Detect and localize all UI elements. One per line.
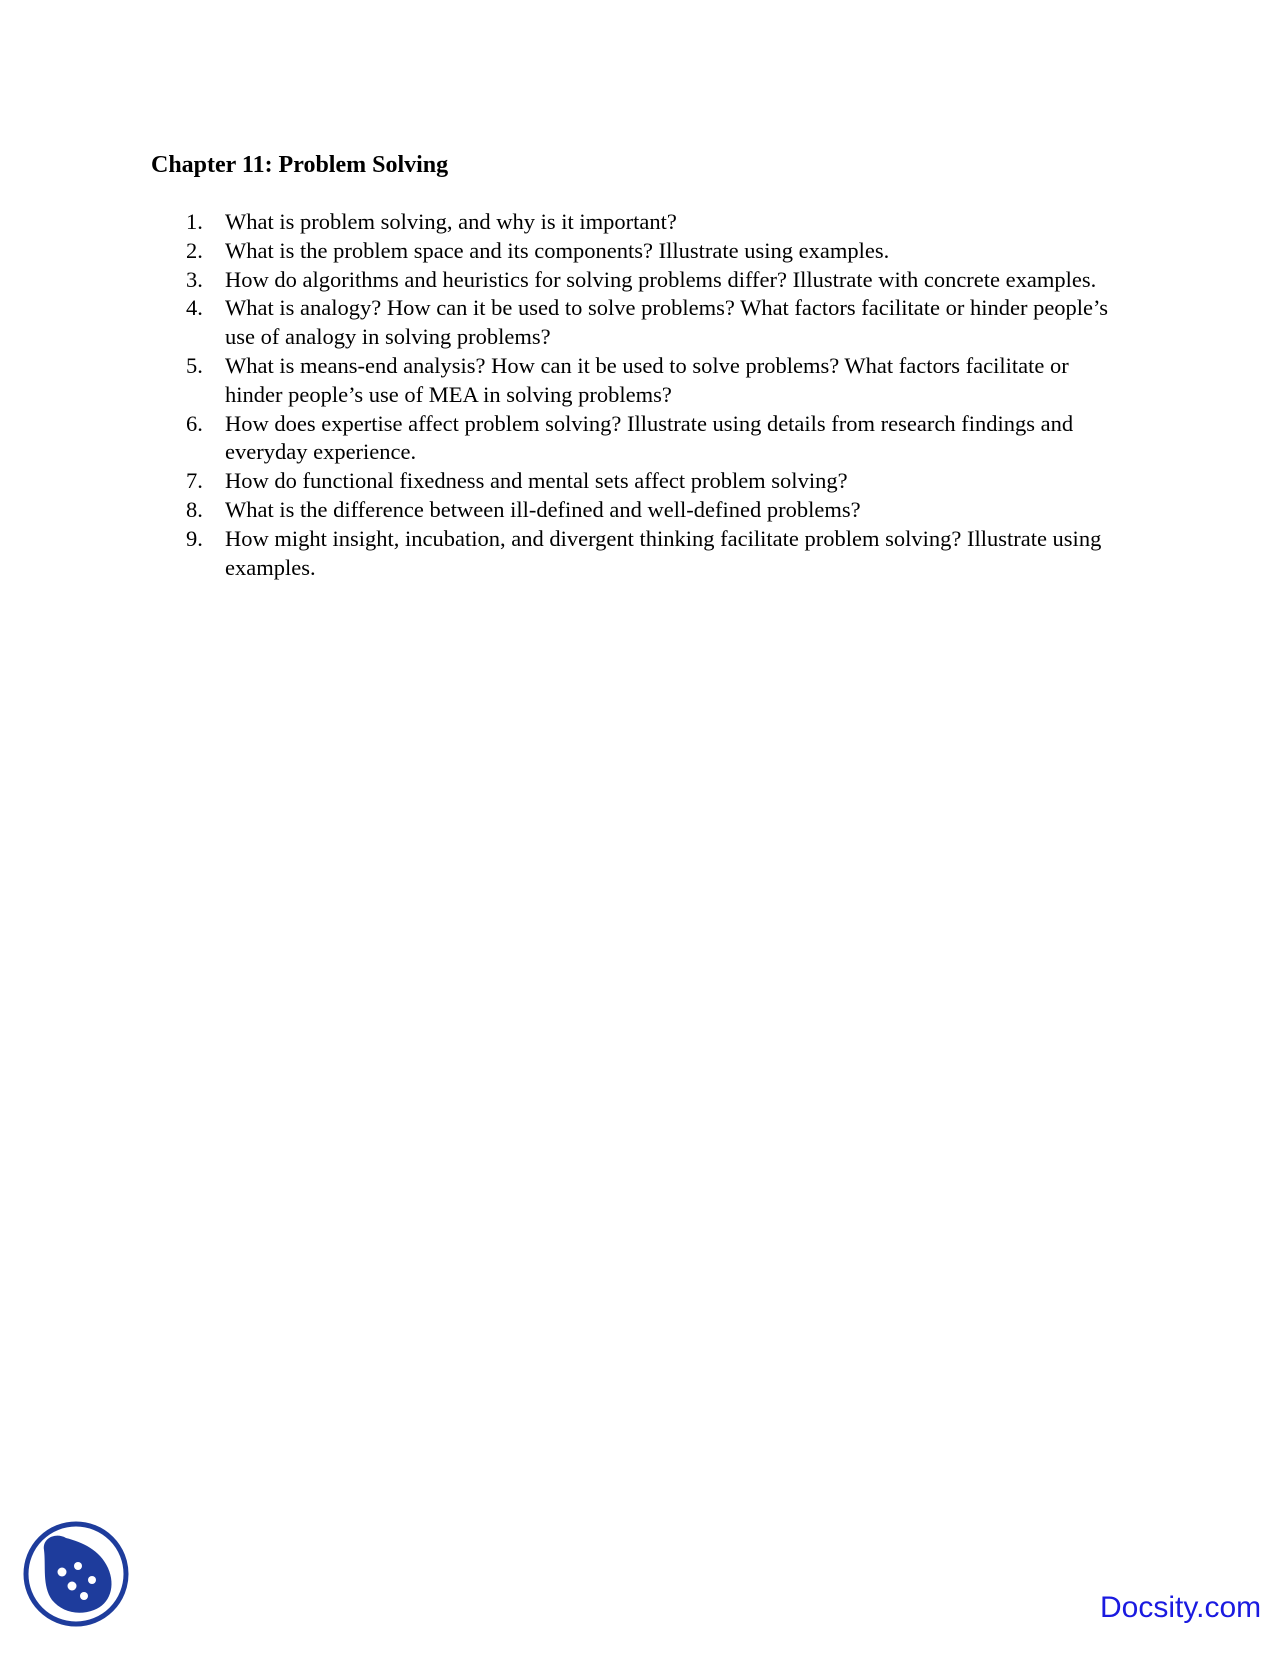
list-item-number: 7.	[186, 468, 203, 494]
list-item-text: How do algorithms and heuristics for solving problems differ? Illustrate with concrete examples.	[225, 266, 1097, 292]
list-item-text: What is means-end analysis? How can it be used to solve problems? What factors facilitate or hinder people’s use of MEA in solving problems?	[225, 352, 1069, 407]
docsity-brand-link[interactable]: Docsity.com	[1100, 1591, 1262, 1624]
list-item-text: How might insight, incubation, and divergent thinking facilitate problem solving? Illustrate using examples.	[225, 525, 1102, 580]
list-item	[151, 467, 1131, 496]
list-item	[151, 496, 1131, 525]
page-title: Chapter 11: Problem Solving	[151, 152, 449, 178]
logo-graphic	[22, 1520, 130, 1628]
list-item-number: 4.	[186, 295, 203, 321]
list-item	[151, 525, 1131, 583]
list-item-number: 5.	[186, 352, 203, 378]
list-item-number: 9.	[186, 525, 203, 551]
list-item	[151, 237, 1131, 266]
list-item-text: What is the difference between ill-defined and well-defined problems?	[225, 496, 861, 522]
list-item-number: 6.	[186, 410, 203, 436]
list-item	[151, 410, 1131, 468]
list-item-text: What is the problem space and its components? Illustrate using examples.	[225, 237, 890, 263]
list-item-text: How does expertise affect problem solving? Illustrate using details from research findings and everyday experience.	[225, 410, 1074, 465]
question-list	[151, 208, 1131, 582]
list-item-text: What is analogy? How can it be used to solve problems? What factors facilitate or hinder people’s use of analogy in solving problems?	[225, 295, 1109, 350]
list-item	[151, 352, 1131, 410]
list-item-text: How do functional fixedness and mental sets affect problem solving?	[225, 468, 848, 494]
list-item-number: 2.	[186, 237, 203, 263]
list-item-number: 3.	[186, 266, 203, 292]
list-item	[151, 294, 1131, 352]
docsity-logo-icon[interactable]	[22, 1520, 130, 1628]
list-item-number: 1.	[186, 209, 203, 234]
list-item	[151, 208, 1131, 237]
list-item	[151, 266, 1131, 295]
list-item-number: 8.	[186, 496, 203, 522]
list-item-text: What is problem solving, and why is it important?	[225, 209, 677, 234]
